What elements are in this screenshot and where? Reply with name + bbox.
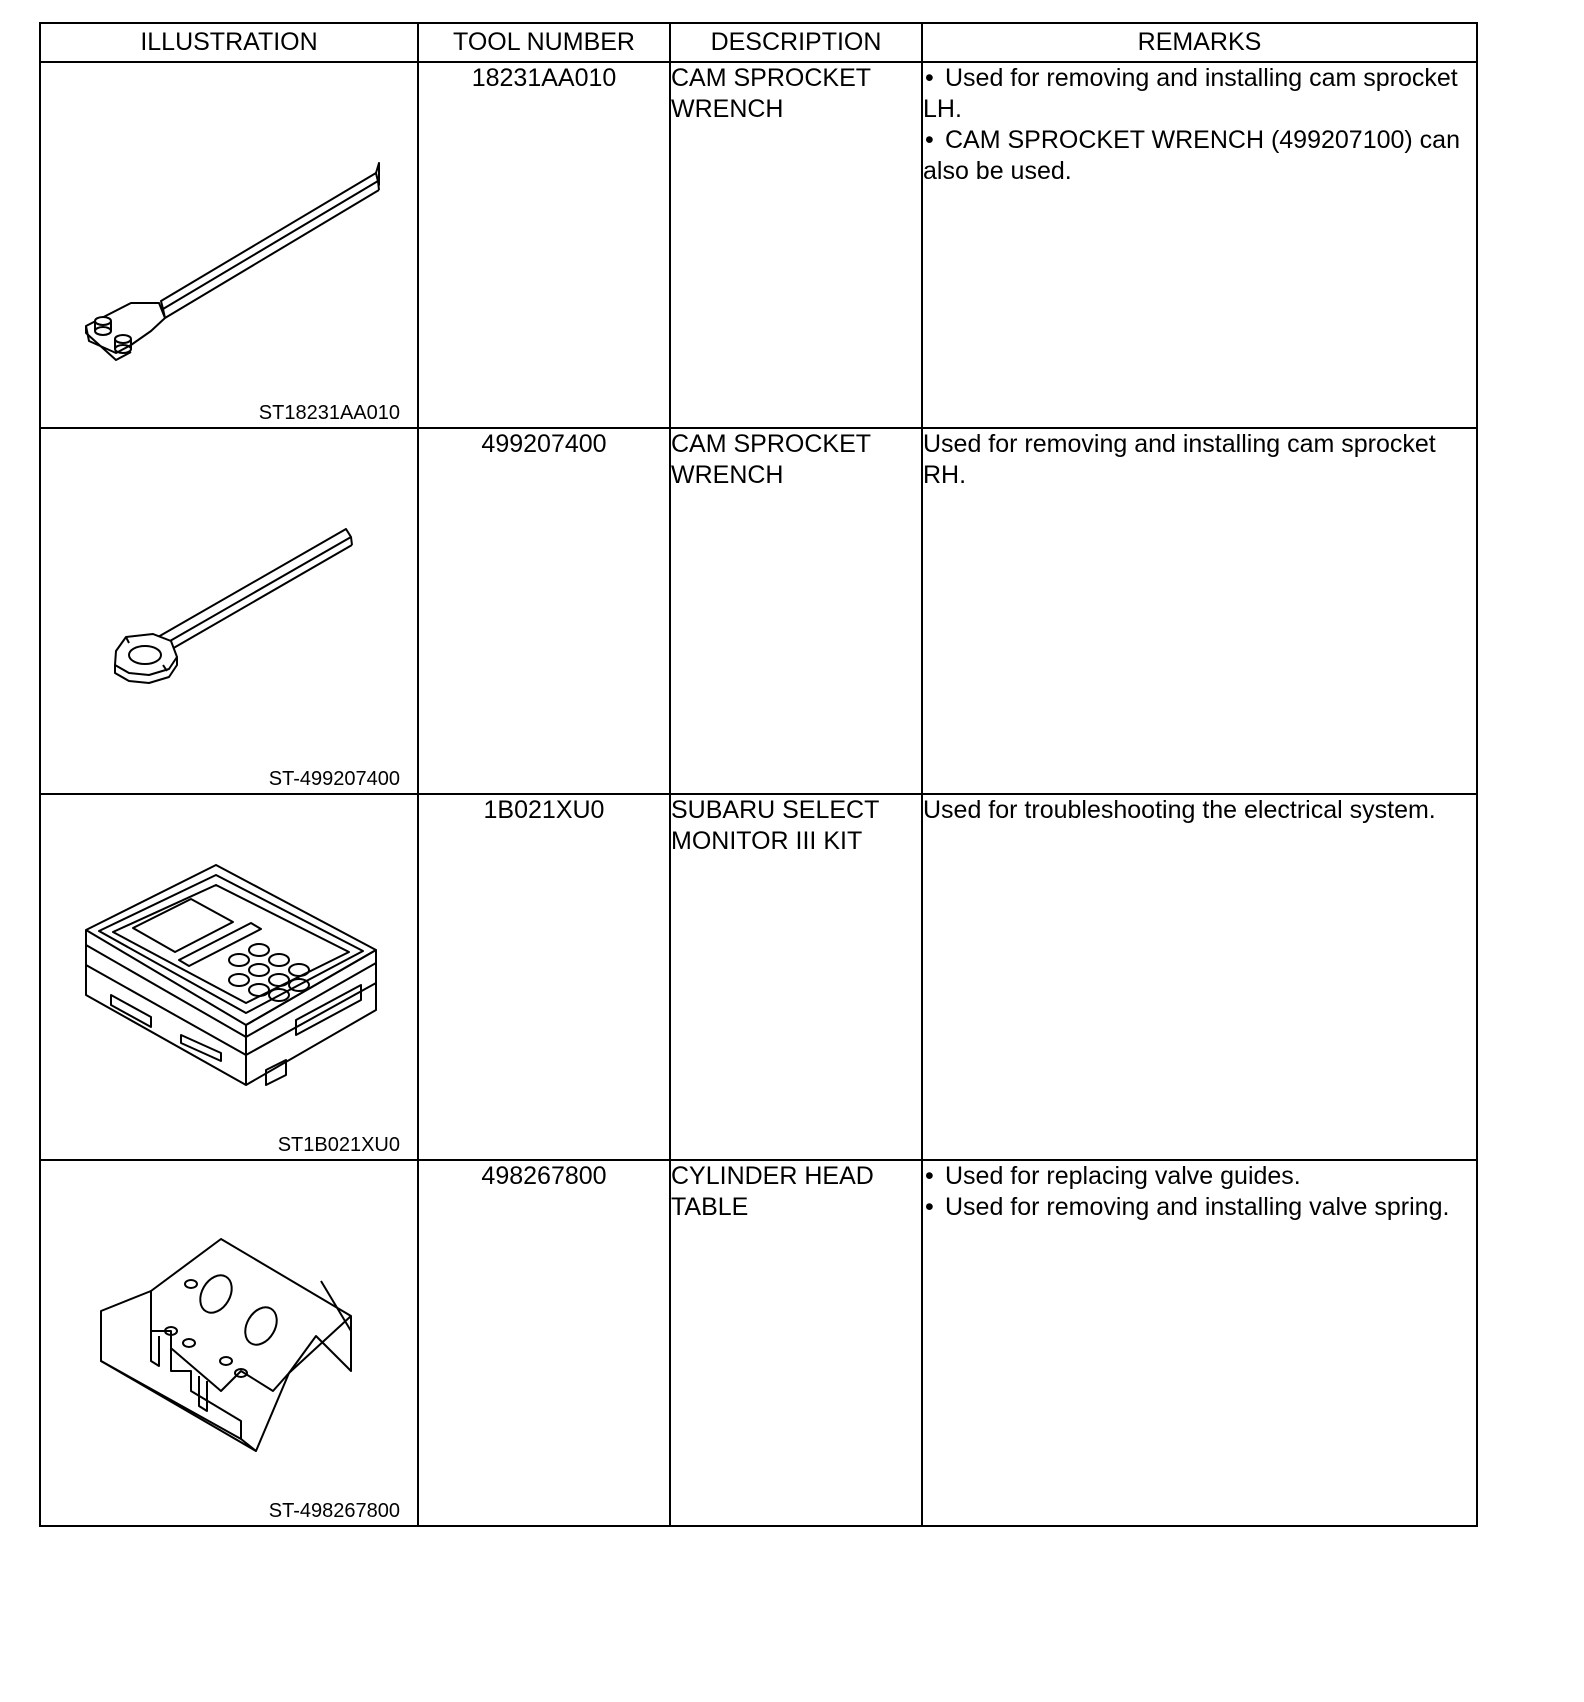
illustration-cell xyxy=(40,62,418,428)
header-remarks: REMARKS xyxy=(922,23,1477,62)
header-illustration: ILLUSTRATION xyxy=(40,23,418,62)
remarks xyxy=(922,62,1477,428)
description: CYLINDER HEAD TABLE xyxy=(670,1160,922,1526)
table-header-row xyxy=(40,23,1477,62)
cam-sprocket-wrench-rh-illustration xyxy=(41,429,419,793)
tool-number: 498267800 xyxy=(418,1160,670,1526)
tool-number: 1B021XU0 xyxy=(418,794,670,1160)
remarks xyxy=(922,794,1477,1160)
remarks xyxy=(922,428,1477,794)
description: SUBARU SELECT MONITOR III KIT xyxy=(670,794,922,1160)
remark-item: • Used for removing and installing cam sprocket LH. xyxy=(923,63,1476,125)
select-monitor-kit-illustration xyxy=(41,795,419,1159)
illustration-cell xyxy=(40,794,418,1160)
remark-item: • Used for removing and installing valve spring. xyxy=(923,1192,1476,1223)
illustration-code: ST18231AA010 xyxy=(258,402,400,424)
special-tools-table xyxy=(39,22,1478,1527)
remark-text: Used for removing and installing cam sprocket RH. xyxy=(923,430,1436,489)
illustration-cell xyxy=(40,1160,418,1526)
cam-sprocket-wrench-lh-illustration xyxy=(41,63,419,427)
tool-number: 18231AA010 xyxy=(418,62,670,428)
table-row xyxy=(40,1160,1477,1526)
cylinder-head-table-illustration xyxy=(41,1161,419,1525)
illustration-cell xyxy=(40,428,418,794)
remarks xyxy=(922,1160,1477,1526)
illustration-code: ST-498267800 xyxy=(268,1500,400,1522)
illustration-code: ST-499207400 xyxy=(268,768,400,790)
header-tool-number: TOOL NUMBER xyxy=(418,23,670,62)
illustration-code: ST1B021XU0 xyxy=(277,1134,400,1156)
header-description: DESCRIPTION xyxy=(670,23,922,62)
remark-item: • CAM SPROCKET WRENCH (499207100) can also be used. xyxy=(923,125,1476,187)
table-row xyxy=(40,62,1477,428)
tool-number: 499207400 xyxy=(418,428,670,794)
description: CAM SPROCKET WRENCH xyxy=(670,428,922,794)
table-row xyxy=(40,794,1477,1160)
remark-item: • Used for replacing valve guides. xyxy=(923,1161,1476,1192)
remark-text: Used for troubleshooting the electrical system. xyxy=(923,796,1436,824)
table-row xyxy=(40,428,1477,794)
description: CAM SPROCKET WRENCH xyxy=(670,62,922,428)
